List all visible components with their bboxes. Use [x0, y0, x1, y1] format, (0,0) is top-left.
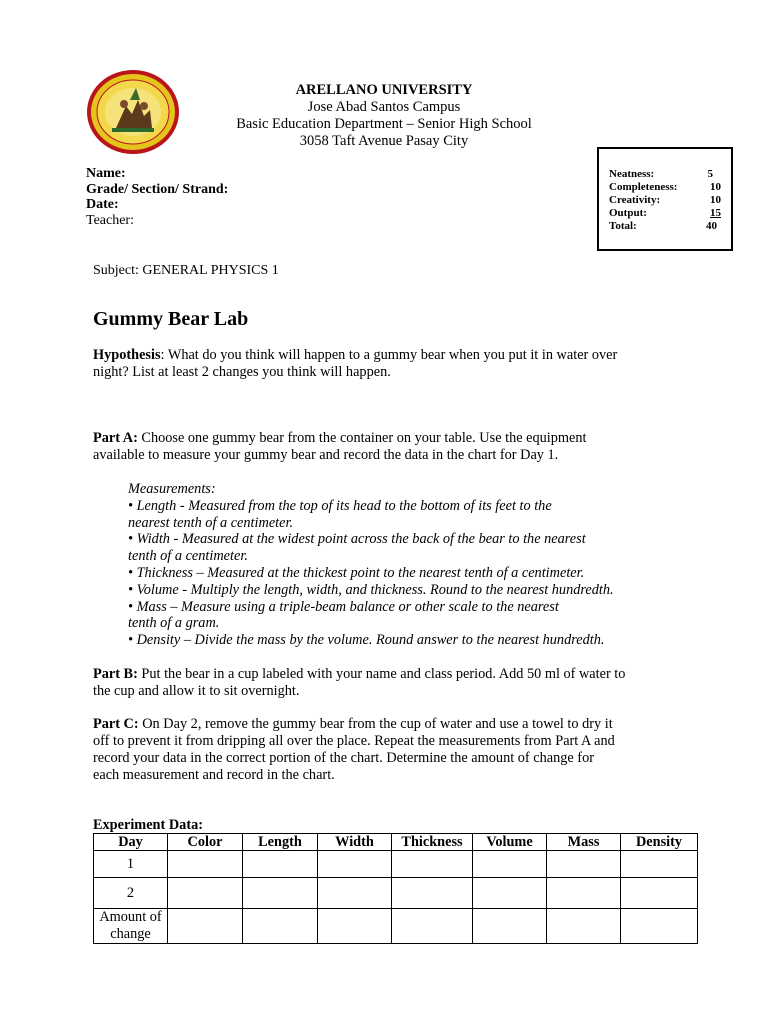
volume-cell[interactable]	[473, 909, 547, 944]
measurement-item: • Width - Measured at the widest point across the back of the bear to the nearest	[128, 531, 586, 548]
column-header-length: Length	[243, 834, 318, 851]
day-cell: 1	[94, 851, 168, 878]
color-cell[interactable]	[168, 909, 243, 944]
width-cell[interactable]	[318, 878, 392, 909]
date-label: Date:	[86, 197, 119, 212]
column-header-thickness: Thickness	[392, 834, 473, 851]
width-cell[interactable]	[318, 909, 392, 944]
school-address: 3058 Taft Avenue Pasay City	[299, 133, 469, 149]
column-header-mass: Mass	[547, 834, 621, 851]
color-cell[interactable]	[168, 851, 243, 878]
experiment-data-heading: Experiment Data:	[93, 817, 203, 833]
campus-name: Jose Abad Santos Campus	[307, 99, 461, 115]
mass-cell[interactable]	[547, 851, 621, 878]
table-row	[94, 878, 698, 909]
subject-line: Subject: GENERAL PHYSICS 1	[93, 263, 279, 278]
measurement-item: • Mass – Measure using a triple-beam balance or other scale to the nearest	[128, 598, 559, 615]
mass-cell[interactable]	[547, 878, 621, 909]
table-row	[94, 851, 698, 878]
thickness-cell[interactable]	[392, 878, 473, 909]
measurement-item: nearest tenth of a centimeter.	[128, 514, 294, 531]
measurement-item: • Volume - Multiply the length, width, and thickness. Round to the nearest hundredth.	[128, 581, 614, 598]
part-a-label: Part A:	[93, 430, 138, 446]
part-a-paragraph: Part A: Choose one gummy bear from the container on your table. Use the equipment available to measure your gummy bear and record the data in the chart for Day 1.	[93, 430, 587, 463]
column-header-density: Density	[621, 834, 698, 851]
measurement-item: • Thickness – Measured at the thickest point to the nearest tenth of a centimeter.	[128, 564, 585, 581]
measurements-heading: Measurements:	[128, 481, 216, 497]
volume-cell[interactable]	[473, 878, 547, 909]
volume-cell[interactable]	[473, 851, 547, 878]
part-b-label: Part B:	[93, 666, 138, 682]
teacher-label: Teacher:	[86, 213, 134, 228]
school-name: ARELLANO UNIVERSITY	[295, 82, 473, 98]
density-cell[interactable]	[621, 909, 698, 944]
thickness-cell[interactable]	[392, 909, 473, 944]
measurements-list	[128, 481, 688, 649]
column-header-volume: Volume	[473, 834, 547, 851]
part-b-paragraph: Part B: Put the bear in a cup labeled with your name and class period. Add 50 ml of water to the cup and allow it to sit overnight.	[93, 666, 626, 699]
part-c-label: Part C:	[93, 716, 139, 732]
thickness-cell[interactable]	[392, 851, 473, 878]
color-cell[interactable]	[168, 878, 243, 909]
length-cell[interactable]	[243, 909, 318, 944]
department-name: Basic Education Department – Senior High School	[236, 116, 532, 132]
column-header-day: Day	[94, 834, 168, 851]
part-c-paragraph: Part C: On Day 2, remove the gummy bear from the cup of water and use a towel to dry it off to prevent it from dripping all over the place. Repeat the measurements from Part A and record your data in the correct portion of the chart. Determine the amount of change for each measurement and record in the chart.	[93, 716, 615, 783]
hypothesis-paragraph: Hypothesis: What do you think will happen to a gummy bear when you put it in water over night? List at least 2 changes you think will happen.	[93, 347, 618, 380]
mass-cell[interactable]	[547, 909, 621, 944]
name-label: Name:	[86, 166, 126, 181]
table-row	[94, 909, 698, 944]
day-cell: Amount of change	[94, 909, 168, 944]
measurement-item: • Density – Divide the mass by the volume. Round answer to the nearest hundredth.	[128, 632, 605, 649]
density-cell[interactable]	[621, 878, 698, 909]
width-cell[interactable]	[318, 851, 392, 878]
hypothesis-label: Hypothesis	[93, 347, 161, 363]
measurement-item: • Length - Measured from the top of its head to the bottom of its feet to the	[128, 497, 552, 514]
page-title: Gummy Bear Lab	[93, 308, 249, 330]
density-cell[interactable]	[621, 851, 698, 878]
column-header-width: Width	[318, 834, 392, 851]
measurement-item: tenth of a gram.	[128, 615, 220, 632]
length-cell[interactable]	[243, 851, 318, 878]
column-header-color: Color	[168, 834, 243, 851]
experiment-data-table	[93, 833, 698, 944]
day-cell: 2	[94, 878, 168, 909]
grade-section-strand-label: Grade/ Section/ Strand:	[86, 182, 229, 197]
scoring-rubric-box: Neatness: 5 Completeness: 10 Creativity: 10 Output: 15 Total: 40	[597, 147, 733, 251]
length-cell[interactable]	[243, 878, 318, 909]
table-header-row	[94, 834, 698, 851]
measurement-item: tenth of a centimeter.	[128, 548, 248, 565]
